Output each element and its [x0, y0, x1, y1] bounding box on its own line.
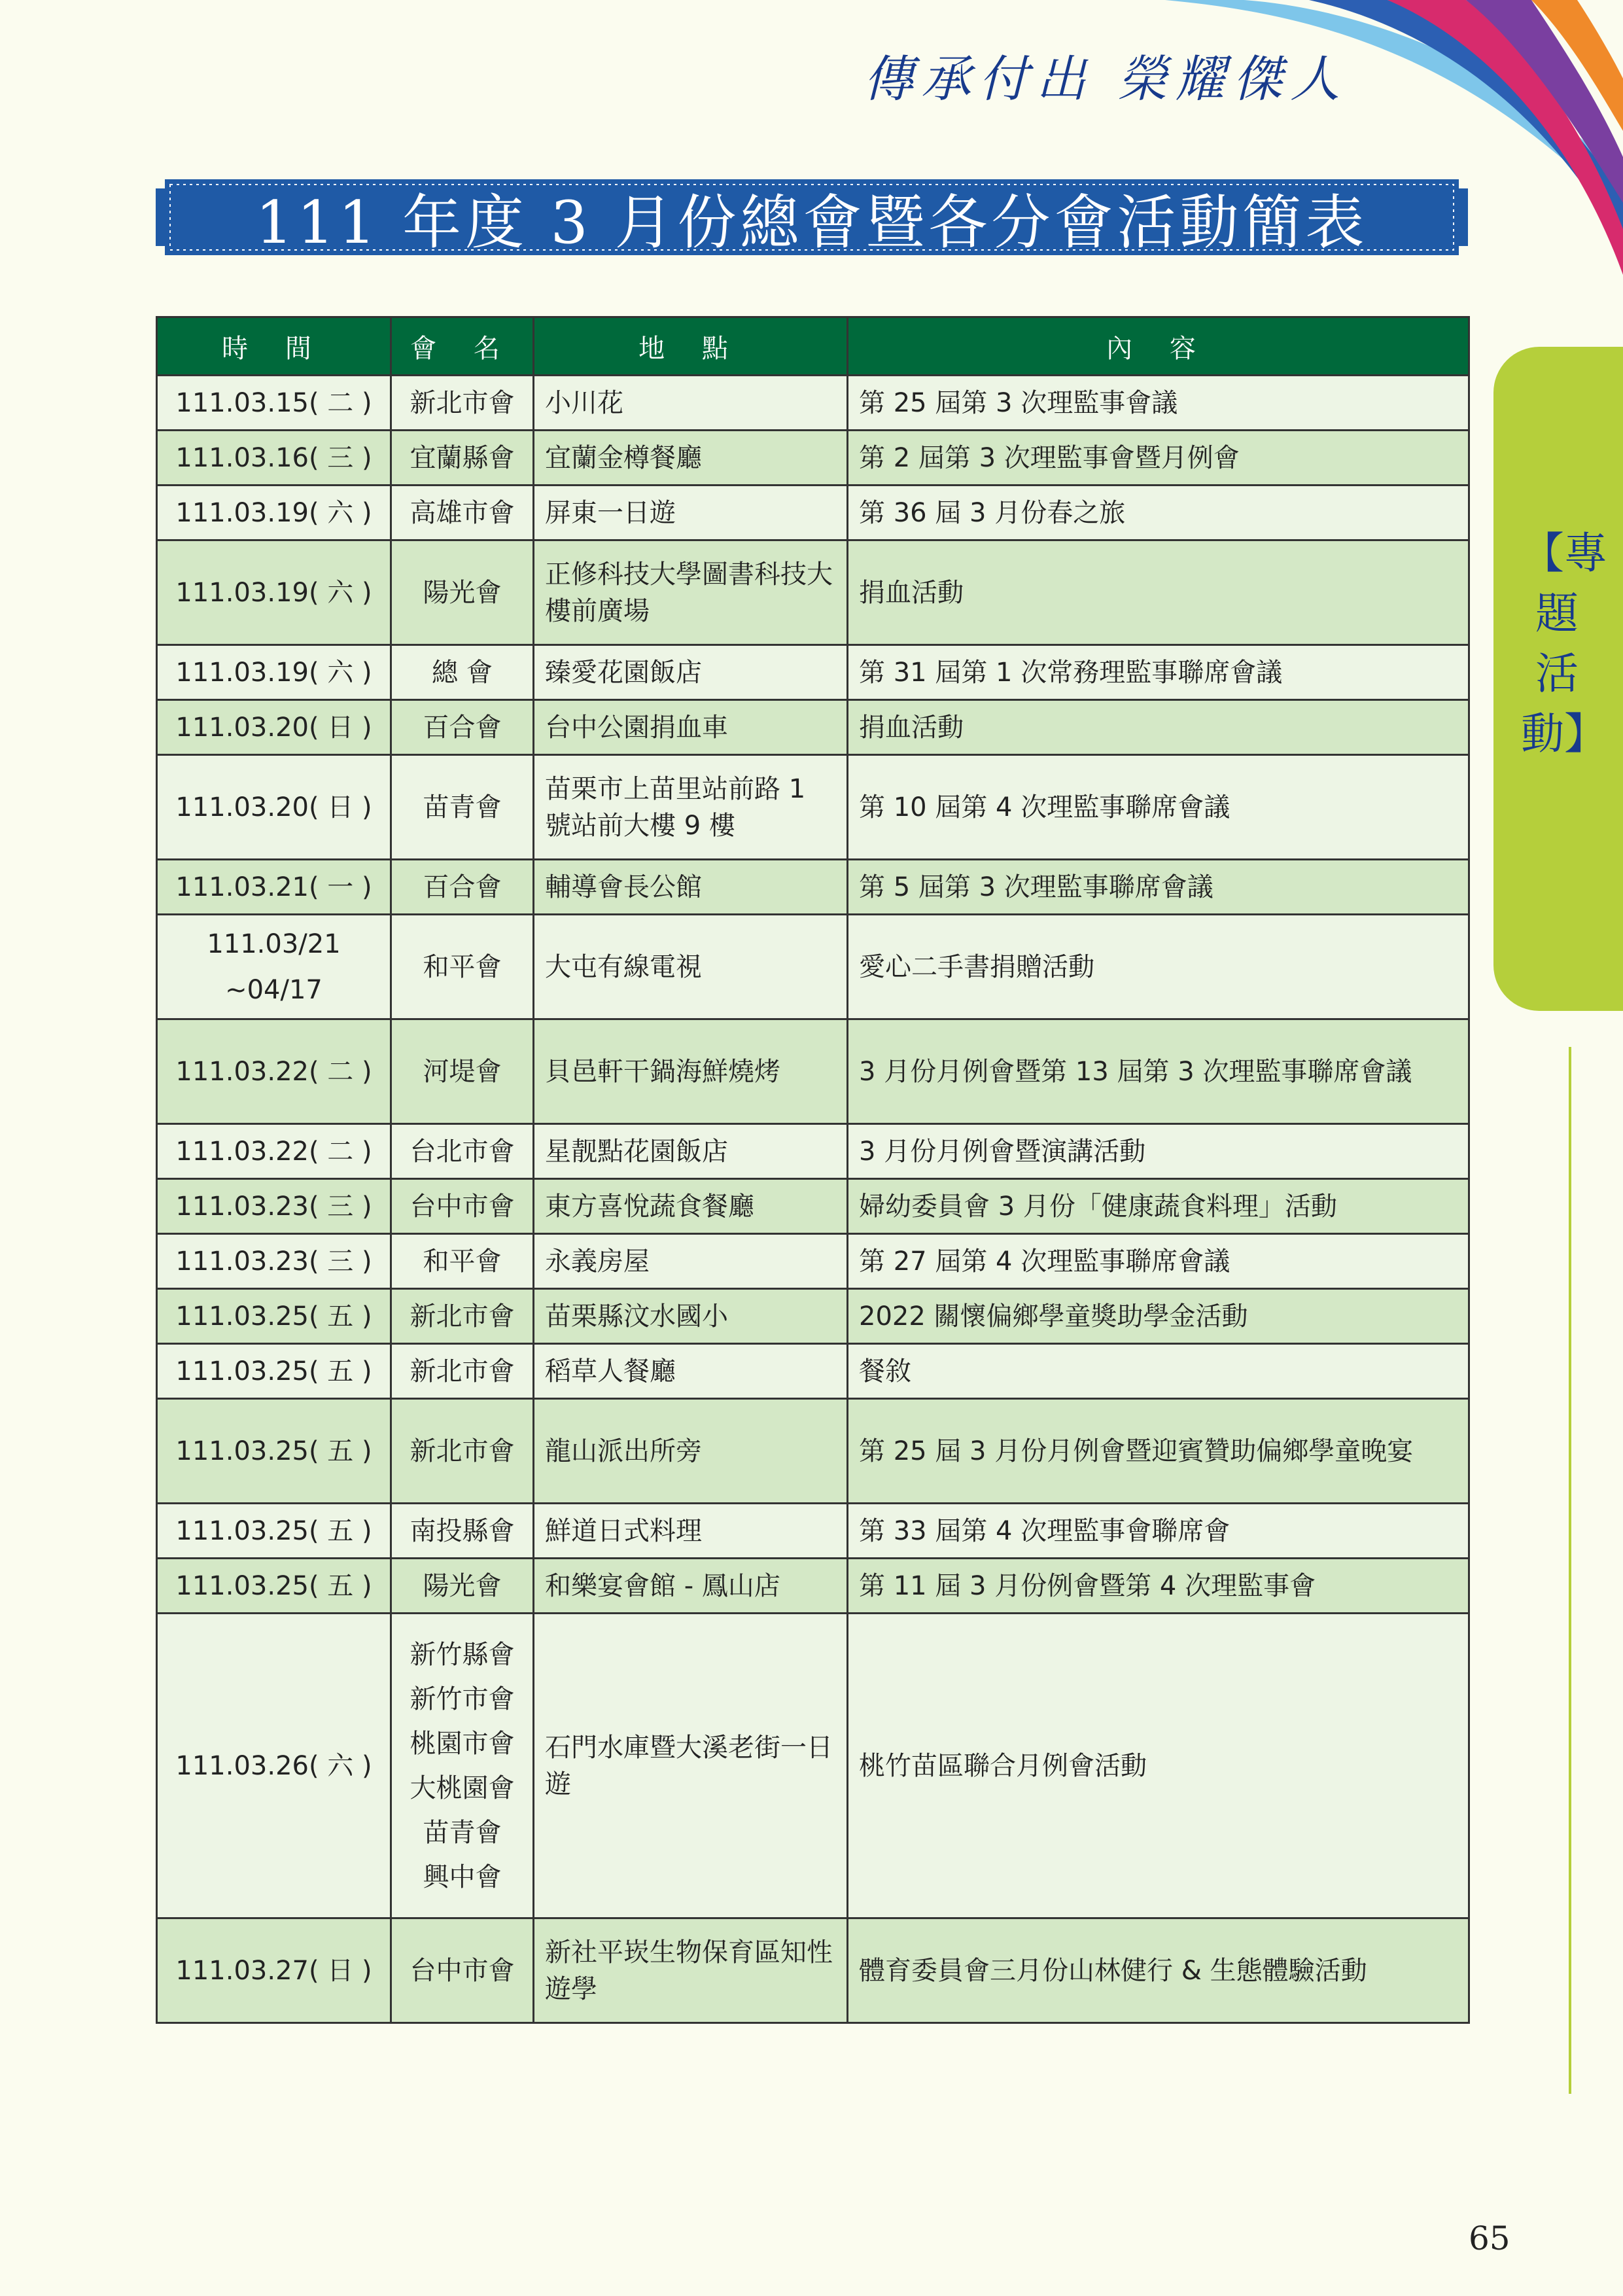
club-name: 台北市會 — [410, 1136, 515, 1167]
cell-club — [391, 755, 534, 860]
cell-club — [391, 1559, 534, 1614]
cell-content: 捐血活動 — [848, 540, 1469, 645]
club-name: 台中市會 — [410, 1191, 515, 1222]
cell-content: 第 31 屆第 1 次常務理監事聯席會議 — [848, 645, 1469, 700]
club-name: 新北市會 — [410, 1356, 515, 1386]
cell-content: 第 25 屆 3 月份月例會暨迎賓贊助偏鄉學童晚宴 — [848, 1399, 1469, 1504]
cell-time: 111.03.26( 六 ) — [157, 1614, 391, 1918]
cell-club — [391, 700, 534, 755]
cell-club — [391, 1918, 534, 2023]
title-banner — [156, 175, 1468, 259]
header-motto: 傳承付出 榮耀傑人 — [864, 50, 1348, 108]
table-row — [157, 1918, 1469, 2023]
table-row — [157, 376, 1469, 431]
cell-content: 第 10 屆第 4 次理監事聯席會議 — [848, 755, 1469, 860]
cell-place: 貝邑軒干鍋海鮮燒烤 — [534, 1019, 848, 1124]
cell-time: 111.03.25( 五 ) — [157, 1559, 391, 1614]
cell-place: 永義房屋 — [534, 1234, 848, 1289]
cell-place: 新社平崁生物保育區知性遊學 — [534, 1918, 848, 2023]
cell-time: 111.03.19( 六 ) — [157, 645, 391, 700]
cell-time: 111.03.20( 日 ) — [157, 700, 391, 755]
club-name: 新北市會 — [410, 1436, 515, 1466]
table-row — [157, 431, 1469, 486]
cell-time: 111.03.21( 一 ) — [157, 860, 391, 915]
cell-place: 正修科技大學圖書科技大樓前廣場 — [534, 540, 848, 645]
cell-time: 111.03.19( 六 ) — [157, 486, 391, 540]
table-row — [157, 645, 1469, 700]
cell-club — [391, 431, 534, 486]
cell-club — [391, 1019, 534, 1124]
cell-time: 111.03.25( 五 ) — [157, 1344, 391, 1399]
header-content: 內 容 — [848, 317, 1469, 376]
table-row — [157, 1124, 1469, 1179]
club-name: 桃園市會 — [410, 1728, 515, 1759]
club-name: 百合會 — [423, 872, 502, 902]
cell-time: 111.03.22( 二 ) — [157, 1124, 391, 1179]
cell-content: 3 月份月例會暨演講活動 — [848, 1124, 1469, 1179]
cell-content: 第 25 屆第 3 次理監事會議 — [848, 376, 1469, 431]
cell-club — [391, 376, 534, 431]
cell-place: 石門水庫暨大溪老街一日遊 — [534, 1614, 848, 1918]
cell-time: 111.03.15( 二 ) — [157, 376, 391, 431]
cell-place: 宜蘭金樽餐廳 — [534, 431, 848, 486]
cell-content: 婦幼委員會 3 月份「健康蔬食料理」活動 — [848, 1179, 1469, 1234]
cell-place: 星靓點花園飯店 — [534, 1124, 848, 1179]
cell-time: 111.03.25( 五 ) — [157, 1289, 391, 1344]
cell-place: 龍山派出所旁 — [534, 1399, 848, 1504]
club-name: 和平會 — [423, 1246, 502, 1277]
table-row — [157, 486, 1469, 540]
cell-content: 第 2 屆第 3 次理監事會暨月例會 — [848, 431, 1469, 486]
cell-place: 臻愛花園飯店 — [534, 645, 848, 700]
table-row — [157, 915, 1469, 1019]
cell-time: 111.03.23( 三 ) — [157, 1179, 391, 1234]
section-tab-label: 【專題活動】 — [1521, 528, 1607, 759]
club-name: 新北市會 — [410, 1301, 515, 1332]
cell-club — [391, 1399, 534, 1504]
cell-time: 111.03.25( 五 ) — [157, 1504, 391, 1559]
cell-club — [391, 1504, 534, 1559]
cell-content: 桃竹苗區聯合月例會活動 — [848, 1614, 1469, 1918]
table-row — [157, 755, 1469, 860]
cell-club — [391, 1289, 534, 1344]
header-club: 會 名 — [391, 317, 534, 376]
cell-place: 和樂宴會館 - 鳳山店 — [534, 1559, 848, 1614]
table-row — [157, 860, 1469, 915]
cell-content: 捐血活動 — [848, 700, 1469, 755]
cell-content: 3 月份月例會暨第 13 屆第 3 次理監事聯席會議 — [848, 1019, 1469, 1124]
table-row — [157, 1289, 1469, 1344]
cell-club — [391, 486, 534, 540]
table-row — [157, 700, 1469, 755]
cell-content: 第 5 屆第 3 次理監事聯席會議 — [848, 860, 1469, 915]
cell-content: 第 11 屆 3 月份例會暨第 4 次理監事會 — [848, 1559, 1469, 1614]
club-name: 南投縣會 — [410, 1515, 515, 1546]
table-row — [157, 1234, 1469, 1289]
cell-place: 台中公園捐血車 — [534, 700, 848, 755]
cell-content: 體育委員會三月份山林健行 & 生態體驗活動 — [848, 1918, 1469, 2023]
cell-time: 111.03.22( 二 ) — [157, 1019, 391, 1124]
cell-time: 111.03.25( 五 ) — [157, 1399, 391, 1504]
cell-place: 苗栗市上苗里站前路 1 號站前大樓 9 樓 — [534, 755, 848, 860]
cell-time: 111.03.20( 日 ) — [157, 755, 391, 860]
table-row — [157, 1614, 1469, 1918]
cell-club — [391, 915, 534, 1019]
club-name: 苗青會 — [423, 1817, 502, 1848]
cell-content: 第 36 屆 3 月份春之旅 — [848, 486, 1469, 540]
cell-content: 愛心二手書捐贈活動 — [848, 915, 1469, 1019]
cell-time: 111.03.23( 三 ) — [157, 1234, 391, 1289]
cell-place: 東方喜悅蔬食餐廳 — [534, 1179, 848, 1234]
cell-club — [391, 645, 534, 700]
club-name: 高雄市會 — [410, 497, 515, 528]
cell-club — [391, 1234, 534, 1289]
side-divider-line — [1569, 1047, 1571, 2094]
table-row — [157, 1399, 1469, 1504]
table-row — [157, 1559, 1469, 1614]
club-name: 苗青會 — [423, 792, 502, 822]
header-place: 地 點 — [534, 317, 848, 376]
cell-club — [391, 540, 534, 645]
table-row — [157, 1504, 1469, 1559]
cell-place: 屏東一日遊 — [534, 486, 848, 540]
cell-place: 大屯有線電視 — [534, 915, 848, 1019]
cell-place: 輔導會長公館 — [534, 860, 848, 915]
cell-place: 小川花 — [534, 376, 848, 431]
table-row — [157, 1179, 1469, 1234]
header-time: 時 間 — [157, 317, 391, 376]
cell-content: 第 33 屆第 4 次理監事會聯席會 — [848, 1504, 1469, 1559]
club-name: 陽光會 — [423, 1570, 502, 1601]
cell-time: 111.03.19( 六 ) — [157, 540, 391, 645]
table-row — [157, 1019, 1469, 1124]
activity-table — [156, 316, 1470, 2024]
cell-time: 111.03.27( 日 ) — [157, 1918, 391, 2023]
club-name: 百合會 — [423, 712, 502, 743]
club-name: 新竹縣會 — [410, 1639, 515, 1670]
table-header-row — [157, 317, 1469, 376]
cell-club — [391, 1179, 534, 1234]
club-name: 台中市會 — [410, 1955, 515, 1986]
cell-content: 第 27 屆第 4 次理監事聯席會議 — [848, 1234, 1469, 1289]
page-number: 65 — [1469, 2219, 1510, 2257]
club-name: 總 會 — [432, 657, 493, 688]
page-title: 111 年度 3 月份總會暨各分會活動簡表 — [255, 188, 1369, 257]
club-name: 興中會 — [423, 1862, 502, 1892]
club-name: 新竹市會 — [410, 1684, 515, 1714]
cell-place: 鮮道日式料理 — [534, 1504, 848, 1559]
cell-club — [391, 1124, 534, 1179]
cell-time: 111.03/21 ~04/17 — [157, 915, 391, 1019]
cell-content: 2022 關懷偏鄉學童獎助學金活動 — [848, 1289, 1469, 1344]
cell-club — [391, 1344, 534, 1399]
cell-place: 苗栗縣汶水國小 — [534, 1289, 848, 1344]
club-name: 和平會 — [423, 951, 502, 982]
club-name: 大桃園會 — [410, 1773, 515, 1803]
table-row — [157, 1344, 1469, 1399]
table-row — [157, 540, 1469, 645]
club-name: 宜蘭縣會 — [410, 442, 515, 473]
cell-club — [391, 1614, 534, 1918]
cell-content: 餐敘 — [848, 1344, 1469, 1399]
club-name: 新北市會 — [410, 387, 515, 418]
cell-club — [391, 860, 534, 915]
cell-time: 111.03.16( 三 ) — [157, 431, 391, 486]
club-name: 河堤會 — [423, 1056, 502, 1087]
club-name: 陽光會 — [423, 577, 502, 608]
cell-place: 稻草人餐廳 — [534, 1344, 848, 1399]
